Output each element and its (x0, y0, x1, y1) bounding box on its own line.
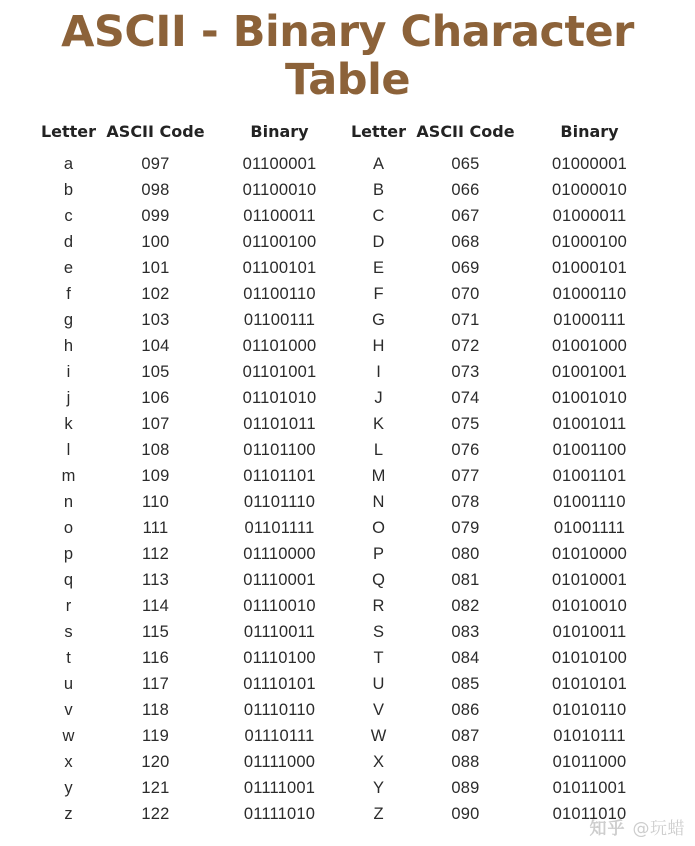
cell-ascii-code: 075 (451, 415, 480, 434)
cell-binary: 01100011 (243, 207, 316, 226)
cell-letter: Z (373, 805, 384, 824)
cell-letter: i (66, 363, 71, 382)
cell-binary: 01001100 (552, 441, 627, 460)
table-row (38, 567, 658, 593)
cell-ascii-code: 070 (451, 285, 480, 304)
cell-ascii-code: 084 (451, 649, 480, 668)
cell-ascii-code: 114 (142, 597, 169, 616)
cell-binary: 01101010 (242, 389, 317, 408)
cell-letter: m (61, 467, 76, 486)
cell-ascii-code: 103 (141, 311, 170, 330)
cell-binary: 01110011 (243, 623, 316, 642)
cell-binary: 01000011 (552, 207, 627, 226)
cell-letter: b (63, 181, 74, 200)
cell-binary: 01100100 (242, 233, 317, 252)
cell-ascii-code: 073 (451, 363, 480, 382)
cell-ascii-code: 065 (451, 155, 480, 174)
cell-ascii-code: 121 (141, 779, 170, 798)
cell-letter: x (64, 753, 73, 772)
table-row (38, 515, 658, 541)
column-header-letter-upper: Letter (350, 122, 407, 142)
cell-letter: a (63, 155, 74, 174)
cell-binary: 01101011 (243, 415, 316, 434)
cell-binary: 01001101 (552, 467, 627, 486)
cell-letter: k (64, 415, 73, 434)
cell-letter: G (372, 311, 385, 330)
cell-ascii-code: 071 (451, 311, 480, 330)
cell-ascii-code: 102 (141, 285, 170, 304)
cell-letter: D (372, 233, 385, 252)
table-row (38, 749, 658, 775)
cell-ascii-code: 108 (141, 441, 170, 460)
cell-ascii-code: 110 (142, 493, 169, 512)
cell-letter: o (63, 519, 74, 538)
cell-letter: O (372, 519, 385, 538)
cell-letter: N (372, 493, 385, 512)
column-header-ascii-code-lower: ASCII Code (106, 122, 205, 142)
cell-letter: f (66, 285, 71, 304)
cell-binary: 01111000 (243, 753, 316, 772)
cell-ascii-code: 083 (451, 623, 480, 642)
cell-binary: 01101100 (243, 441, 316, 460)
cell-binary: 01010110 (552, 701, 627, 720)
cell-ascii-code: 066 (451, 181, 480, 200)
ascii-table-container (38, 104, 658, 827)
cell-letter: p (63, 545, 74, 564)
cell-ascii-code: 104 (141, 337, 170, 356)
cell-binary: 01101111 (244, 519, 315, 538)
cell-ascii-code: 107 (141, 415, 170, 434)
cell-binary: 01101001 (242, 363, 317, 382)
cell-ascii-code: 117 (142, 675, 169, 694)
table-body (38, 151, 658, 827)
cell-ascii-code: 076 (451, 441, 480, 460)
table-row (38, 281, 658, 307)
cell-letter: E (372, 259, 384, 278)
table-row (38, 385, 658, 411)
cell-letter: e (63, 259, 74, 278)
column-header-binary-upper: Binary (560, 122, 619, 142)
cell-ascii-code: 120 (141, 753, 170, 772)
cell-binary: 01111010 (243, 805, 316, 824)
cell-binary: 01010001 (551, 571, 627, 590)
cell-binary: 01011000 (552, 753, 627, 772)
cell-binary: 01111001 (243, 779, 316, 798)
cell-ascii-code: 115 (142, 623, 169, 642)
cell-ascii-code: 119 (142, 727, 169, 746)
cell-letter: u (63, 675, 74, 694)
cell-letter: T (373, 649, 384, 668)
cell-binary: 01011010 (552, 805, 627, 824)
cell-letter: s (64, 623, 73, 642)
cell-letter: F (373, 285, 384, 304)
column-header-letter-lower: Letter (40, 122, 97, 142)
cell-binary: 01001110 (553, 493, 626, 512)
cell-binary: 01001111 (553, 519, 626, 538)
cell-binary: 01010000 (551, 545, 627, 564)
zhihu-logo-watermark: 知乎 (589, 819, 626, 839)
cell-letter: q (63, 571, 74, 590)
table-row (38, 723, 658, 749)
cell-letter: d (63, 233, 74, 252)
table-row (38, 177, 658, 203)
cell-letter: I (376, 363, 381, 382)
cell-binary: 01010100 (551, 649, 627, 668)
cell-ascii-code: 067 (451, 207, 480, 226)
cell-binary: 01110001 (243, 571, 316, 590)
cell-ascii-code: 097 (141, 155, 170, 174)
cell-letter: t (66, 649, 71, 668)
cell-binary: 01010111 (553, 727, 626, 746)
cell-binary: 01010010 (551, 597, 627, 616)
cell-letter: K (372, 415, 384, 434)
cell-letter: Q (372, 571, 385, 590)
cell-binary: 01101110 (243, 493, 316, 512)
cell-ascii-code: 090 (451, 805, 480, 824)
cell-ascii-code: 085 (451, 675, 480, 694)
cell-ascii-code: 077 (451, 467, 480, 486)
ascii-binary-table (38, 122, 658, 827)
cell-ascii-code: 081 (451, 571, 480, 590)
cell-binary: 01001001 (551, 363, 627, 382)
cell-letter: L (373, 441, 384, 460)
cell-binary: 01001011 (552, 415, 627, 434)
cell-binary: 01001010 (551, 389, 627, 408)
table-row (38, 307, 658, 333)
cell-letter: C (372, 207, 385, 226)
cell-ascii-code: 078 (451, 493, 480, 512)
cell-ascii-code: 122 (141, 805, 170, 824)
cell-ascii-code: 106 (141, 389, 170, 408)
table-row (38, 359, 658, 385)
table-row (38, 333, 658, 359)
cell-binary: 01100010 (242, 181, 317, 200)
cell-letter: S (372, 623, 384, 642)
column-header-binary-lower: Binary (250, 122, 309, 142)
cell-binary: 01000110 (552, 285, 627, 304)
cell-letter: w (62, 727, 75, 746)
cell-ascii-code: 087 (451, 727, 480, 746)
cell-ascii-code: 109 (141, 467, 170, 486)
cell-letter: H (372, 337, 385, 356)
cell-ascii-code: 105 (141, 363, 170, 382)
table-row (38, 775, 658, 801)
cell-ascii-code: 113 (142, 571, 169, 590)
table-row (38, 411, 658, 437)
cell-letter: R (372, 597, 385, 616)
cell-ascii-code: 098 (141, 181, 170, 200)
cell-letter: B (372, 181, 384, 200)
cell-letter: Y (372, 779, 384, 798)
cell-ascii-code: 101 (141, 259, 170, 278)
table-row (38, 255, 658, 281)
table-row (38, 229, 658, 255)
cell-binary: 01110000 (243, 545, 316, 564)
table-row (38, 541, 658, 567)
table-row (38, 489, 658, 515)
cell-letter: n (63, 493, 74, 512)
cell-letter: r (65, 597, 72, 616)
cell-ascii-code: 079 (451, 519, 480, 538)
cell-binary: 01101000 (242, 337, 317, 356)
table-row (38, 151, 658, 177)
cell-binary: 01000010 (551, 181, 627, 200)
cell-ascii-code: 074 (451, 389, 480, 408)
table-row (38, 437, 658, 463)
cell-ascii-code: 080 (451, 545, 480, 564)
cell-ascii-code: 082 (451, 597, 480, 616)
watermark-username: @玩蜡 (632, 819, 685, 839)
cell-binary: 01001000 (551, 337, 627, 356)
cell-binary: 01100111 (243, 311, 316, 330)
table-row (38, 671, 658, 697)
cell-letter: P (372, 545, 384, 564)
cell-letter: J (374, 389, 383, 408)
cell-ascii-code: 068 (451, 233, 480, 252)
table-row (38, 203, 658, 229)
cell-letter: z (64, 805, 73, 824)
cell-binary: 01110110 (243, 701, 316, 720)
cell-letter: v (64, 701, 73, 720)
cell-ascii-code: 086 (451, 701, 480, 720)
cell-letter: c (64, 207, 73, 226)
cell-ascii-code: 072 (451, 337, 480, 356)
cell-binary: 01000100 (551, 233, 627, 252)
cell-letter: U (372, 675, 385, 694)
cell-ascii-code: 069 (451, 259, 480, 278)
cell-letter: g (63, 311, 74, 330)
cell-binary: 01000101 (551, 259, 627, 278)
table-header (38, 122, 658, 151)
cell-binary: 01100101 (242, 259, 317, 278)
cell-binary: 01110111 (244, 727, 315, 746)
cell-binary: 01110101 (243, 675, 316, 694)
cell-letter: V (372, 701, 384, 720)
table-row (38, 801, 658, 827)
cell-ascii-code: 116 (142, 649, 169, 668)
cell-ascii-code: 111 (142, 519, 169, 538)
cell-binary: 01100110 (243, 285, 316, 304)
cell-letter: y (64, 779, 73, 798)
table-row (38, 463, 658, 489)
cell-ascii-code: 088 (451, 753, 480, 772)
cell-binary: 01011001 (552, 779, 627, 798)
cell-binary: 01010101 (551, 675, 627, 694)
column-header-ascii-code-upper: ASCII Code (416, 122, 515, 142)
cell-ascii-code: 118 (142, 701, 169, 720)
cell-letter: l (66, 441, 71, 460)
cell-ascii-code: 112 (142, 545, 169, 564)
cell-ascii-code: 100 (141, 233, 170, 252)
cell-binary: 01010011 (552, 623, 627, 642)
table-row (38, 697, 658, 723)
cell-letter: j (66, 389, 71, 408)
table-row (38, 593, 658, 619)
cell-binary: 01100001 (242, 155, 317, 174)
cell-ascii-code: 099 (141, 207, 170, 226)
cell-ascii-code: 089 (451, 779, 480, 798)
cell-binary: 01000001 (551, 155, 627, 174)
cell-letter: W (370, 727, 387, 746)
cell-letter: h (63, 337, 74, 356)
page-title: ASCII - Binary Character Table (61, 7, 634, 106)
cell-binary: 01000111 (553, 311, 626, 330)
cell-binary: 01110010 (243, 597, 316, 616)
table-row (38, 619, 658, 645)
cell-binary: 01110100 (243, 649, 316, 668)
table-header-row (38, 122, 658, 151)
table-row (38, 645, 658, 671)
cell-letter: A (372, 155, 384, 174)
cell-letter: X (372, 753, 384, 772)
cell-binary: 01101101 (243, 467, 316, 486)
cell-letter: M (371, 467, 386, 486)
